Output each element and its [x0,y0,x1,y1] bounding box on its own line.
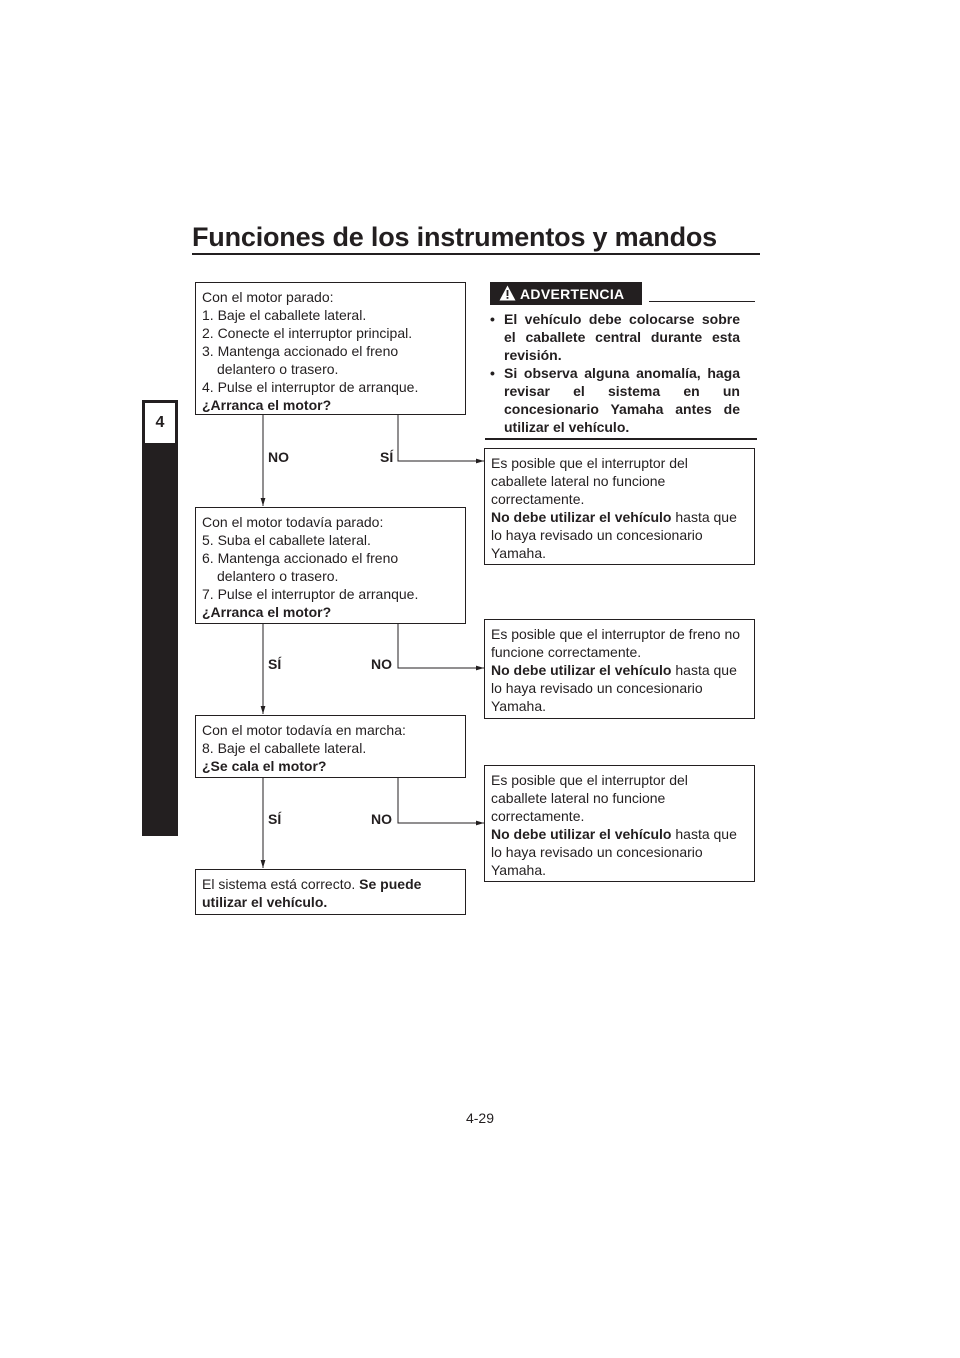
step2-yes-label: SÍ [268,656,282,672]
warning-badge [490,282,642,305]
result3-end-2: Yamaha. [491,862,546,878]
result1-bold: No debe utilizar el vehículo [491,509,672,525]
result3-line-2: caballete lateral no funcione [491,790,666,806]
result1-line-3: correctamente. [491,491,585,507]
result2-end-1: lo haya revisado un concesionario [491,680,703,696]
step1-line-4: 4. Pulse el interruptor de arranque. [202,379,419,395]
step2-line-7: 7. Pulse el interruptor de arranque. [202,586,419,602]
result1-line-1: Es posible que el interruptor del [491,455,688,471]
page-number: 4-29 [465,1110,495,1126]
result1-line-2: caballete lateral no funcione [491,473,666,489]
flow-result-2 [484,619,755,719]
result2-bold: No debe utilizar el vehículo [491,662,672,678]
warning-rule-bottom [485,438,757,440]
step2-no-label: NO [371,656,392,672]
step2-line-6b: delantero o trasero. [217,568,339,584]
result1-end-2: Yamaha. [491,545,546,561]
step3-yes-label: SÍ [268,811,282,827]
final-text: El sistema está correcto. [202,876,360,892]
warning-item: • El vehículo debe colocarse sobre el caballete central durante esta revisión. [490,311,740,363]
result3-line-1: Es posible que el interruptor del [491,772,688,788]
warning-item-2: Si observa alguna anomalía, haga revisar el sistema en un concesionario Yamaha antes de utilizar el vehículo. [504,365,740,435]
page-title: Funciones de los instrumentos y mandos [192,222,717,252]
step1-question: ¿Arranca el motor? [202,397,332,413]
step2-question: ¿Arranca el motor? [202,604,332,620]
step1-line-1: 1. Baje el caballete lateral. [202,307,367,323]
flow-step-1 [195,282,466,415]
result2-end-2: Yamaha. [491,698,546,714]
step3-question: ¿Se cala el motor? [202,758,327,774]
result3-end-1: lo haya revisado un concesionario [491,844,703,860]
warning-item-1: El vehículo debe colocarse sobre el caballete central durante esta revisión. [504,311,740,363]
flow-step-2 [195,507,466,624]
connector-step3-no [398,777,484,823]
result2-line-1: Es posible que el interruptor de freno no [491,626,741,642]
flow-result-3 [484,765,755,882]
result3-tail: hasta que [671,826,737,842]
step3-line-8: 8. Baje el caballete lateral. [202,740,367,756]
step1-line-3b: delantero o trasero. [217,361,339,377]
result1-tail: hasta que [671,509,737,525]
step1-no-label: NO [268,449,289,465]
warning-item: • Si observa alguna anomalía, haga revisar el sistema en un concesionario Yamaha antes de utilizar el vehículo. [490,365,740,435]
result2-tail: hasta que [671,662,737,678]
step3-intro: Con el motor todavía en marcha: [202,722,406,738]
result1-end-1: lo haya revisado un concesionario [491,527,703,543]
step1-yes-label: SÍ [380,449,394,465]
flow-result-1 [484,448,755,565]
flow-final [195,869,466,915]
connector-step2-no [398,624,484,668]
final-bold-1: Se puede [359,876,422,892]
step1-intro: Con el motor parado: [202,289,334,305]
step1-line-2: 2. Conecte el interruptor principal. [202,325,413,341]
step2-line-5: 5. Suba el caballete lateral. [202,532,371,548]
step2-intro: Con el motor todavía parado: [202,514,384,530]
flow-step-3 [195,715,466,778]
result2-line-2: funcione correctamente. [491,644,642,660]
result3-bold: No debe utilizar el vehículo [491,826,672,842]
result3-line-3: correctamente. [491,808,585,824]
connector-step1-yes [398,415,484,461]
chapter-tab-number: 4 [155,414,165,431]
warning-text [490,310,740,436]
step3-no-label: NO [371,811,392,827]
final-bold-2: utilizar el vehículo. [202,894,328,910]
warning-label: ADVERTENCIA [520,285,625,302]
step1-line-3: 3. Mantenga accionado el freno [202,343,399,359]
warning-triangle-icon [499,285,516,301]
warning-rule-top [649,301,755,302]
step2-line-6: 6. Mantenga accionado el freno [202,550,399,566]
